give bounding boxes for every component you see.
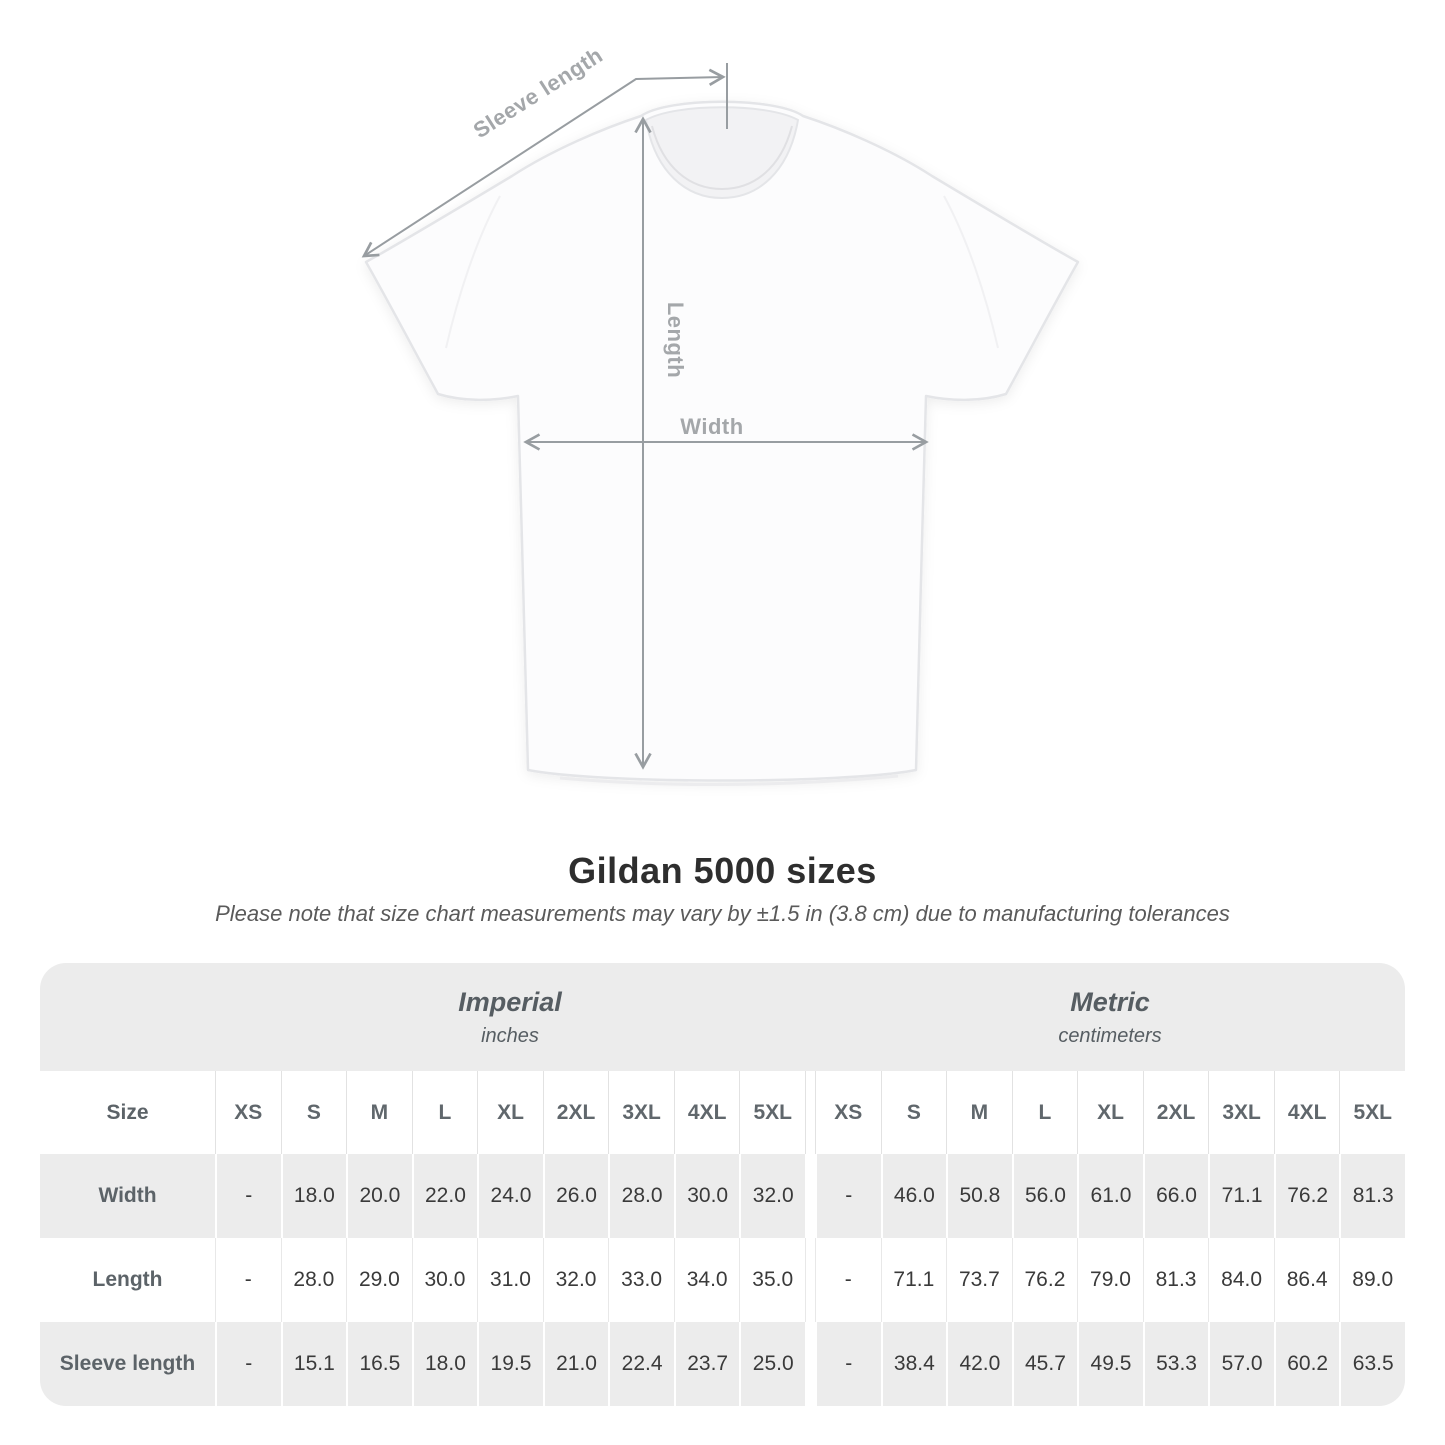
table-cell: 46.0 xyxy=(881,1154,947,1238)
table-cell: 32.0 xyxy=(543,1238,609,1322)
table-section-gap xyxy=(805,1154,815,1238)
table-cell: 84.0 xyxy=(1208,1238,1274,1322)
table-cell: 66.0 xyxy=(1143,1154,1209,1238)
table-cell: 31.0 xyxy=(477,1238,543,1322)
size-header-imperial-s: S xyxy=(281,1071,347,1154)
table-cell: 38.4 xyxy=(881,1322,947,1406)
table-section-gap xyxy=(805,1071,815,1154)
table-cell: 50.8 xyxy=(946,1154,1012,1238)
table-cell: 22.4 xyxy=(608,1322,674,1406)
table-cell: 81.3 xyxy=(1339,1154,1405,1238)
table-cell: 45.7 xyxy=(1012,1322,1078,1406)
table-cell: 79.0 xyxy=(1077,1238,1143,1322)
table-cell: 81.3 xyxy=(1143,1238,1209,1322)
table-cell: 56.0 xyxy=(1012,1154,1078,1238)
table-cell: 15.1 xyxy=(281,1322,347,1406)
table-cell: - xyxy=(815,1238,881,1322)
row-label: Width xyxy=(40,1154,215,1238)
size-header-metric-4xl: 4XL xyxy=(1274,1071,1340,1154)
page-title: Gildan 5000 sizes xyxy=(568,850,877,891)
size-header-imperial-m: M xyxy=(346,1071,412,1154)
table-cell: 28.0 xyxy=(281,1238,347,1322)
tolerance-note: Please note that size chart measurements may vary by ±1.5 in (3.8 cm) due to manufacturing tolerances xyxy=(215,901,1230,926)
table-cell: 71.1 xyxy=(881,1238,947,1322)
table-row-sleeve-length xyxy=(40,1322,1405,1406)
table-cell: 28.0 xyxy=(608,1154,674,1238)
table-row-width xyxy=(40,1154,1405,1238)
metric-unit-label: centimeters xyxy=(1058,1024,1162,1047)
size-header-imperial-l: L xyxy=(412,1071,478,1154)
table-cell: 57.0 xyxy=(1208,1322,1274,1406)
imperial-header xyxy=(215,963,805,1071)
table-cell: - xyxy=(215,1154,281,1238)
table-cell: 22.0 xyxy=(412,1154,478,1238)
imperial-label: Imperial xyxy=(458,986,562,1017)
size-header-imperial-xs: XS xyxy=(215,1071,281,1154)
size-header-imperial-3xl: 3XL xyxy=(608,1071,674,1154)
table-cell: 76.2 xyxy=(1012,1238,1078,1322)
table-cell: 21.0 xyxy=(543,1322,609,1406)
table-cell: - xyxy=(215,1238,281,1322)
size-header-imperial-xl: XL xyxy=(477,1071,543,1154)
table-section-gap xyxy=(805,1238,815,1322)
table-cell: 20.0 xyxy=(346,1154,412,1238)
size-header-metric-m: M xyxy=(946,1071,1012,1154)
table-cell: 18.0 xyxy=(281,1154,347,1238)
size-header-metric-xl: XL xyxy=(1077,1071,1143,1154)
width-label: Width xyxy=(680,414,744,439)
size-header-metric-3xl: 3XL xyxy=(1208,1071,1274,1154)
table-section-gap xyxy=(805,1322,815,1406)
row-label: Length xyxy=(92,1268,163,1291)
table-cell: 76.2 xyxy=(1274,1154,1340,1238)
size-header-imperial-5xl: 5XL xyxy=(739,1071,805,1154)
table-cell: 25.0 xyxy=(739,1322,805,1406)
table-cell: 34.0 xyxy=(674,1238,740,1322)
table-row-length xyxy=(40,1238,1405,1322)
table-cell: 29.0 xyxy=(346,1238,412,1322)
table-cell: 63.5 xyxy=(1339,1322,1405,1406)
table-cell: 33.0 xyxy=(608,1238,674,1322)
metric-header xyxy=(815,963,1405,1071)
length-label: Length xyxy=(663,301,688,379)
size-corner-header: Size xyxy=(40,1071,215,1154)
table-cell: 89.0 xyxy=(1339,1238,1405,1322)
table-cell: 19.5 xyxy=(477,1322,543,1406)
size-header-metric-xs: XS xyxy=(815,1071,881,1154)
size-header-imperial-4xl: 4XL xyxy=(674,1071,740,1154)
size-header-metric-2xl: 2XL xyxy=(1143,1071,1209,1154)
table-cell: 30.0 xyxy=(412,1238,478,1322)
table-cell: 26.0 xyxy=(543,1154,609,1238)
size-header-imperial-2xl: 2XL xyxy=(543,1071,609,1154)
table-body xyxy=(40,1154,1405,1406)
table-cell: 32.0 xyxy=(739,1154,805,1238)
size-header-metric-l: L xyxy=(1012,1071,1078,1154)
table-cell: 61.0 xyxy=(1077,1154,1143,1238)
table-cell: 73.7 xyxy=(946,1238,1012,1322)
metric-label: Metric xyxy=(1070,986,1150,1017)
size-table xyxy=(40,963,1405,1406)
table-cell: - xyxy=(815,1322,881,1406)
size-header-metric-s: S xyxy=(881,1071,947,1154)
imperial-unit-label: inches xyxy=(481,1024,539,1047)
table-cell: 71.1 xyxy=(1208,1154,1274,1238)
unit-header-row xyxy=(40,963,1405,1071)
table-cell: 16.5 xyxy=(346,1322,412,1406)
table-cell: 18.0 xyxy=(412,1322,478,1406)
table-cell: 42.0 xyxy=(946,1322,1012,1406)
table-cell: 53.3 xyxy=(1143,1322,1209,1406)
tshirt-graphic xyxy=(366,102,1078,785)
table-cell: 23.7 xyxy=(674,1322,740,1406)
sleeve-length-label: Sleeve length xyxy=(468,42,608,144)
table-cell: 24.0 xyxy=(477,1154,543,1238)
size-header-metric-5xl: 5XL xyxy=(1339,1071,1405,1154)
size-header-row xyxy=(40,1071,1405,1154)
table-cell: 30.0 xyxy=(674,1154,740,1238)
table-cell: 49.5 xyxy=(1077,1322,1143,1406)
table-cell: - xyxy=(215,1322,281,1406)
row-label: Sleeve length xyxy=(40,1322,215,1406)
table-cell: 35.0 xyxy=(739,1238,805,1322)
table-cell: 86.4 xyxy=(1274,1238,1340,1322)
table-cell: 60.2 xyxy=(1274,1322,1340,1406)
table-cell: - xyxy=(815,1154,881,1238)
